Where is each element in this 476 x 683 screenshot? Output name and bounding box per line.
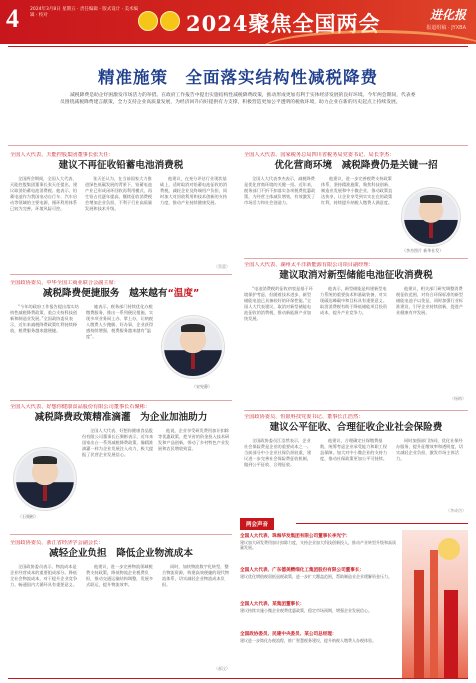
article-li-jie (244, 152, 468, 252)
voice-item: 全国政协委员、民建中央委员、某公司总经理： 建议进一步简化办税流程，推广智慧税务建设，提升纳税人缴费人办税体验。 (240, 632, 376, 643)
divider (10, 534, 232, 535)
page-header (0, 0, 476, 44)
national-emblem-icon (138, 11, 158, 31)
article-kicker: 全国人大代表、天能控股集团董事长张天任： (10, 152, 114, 158)
byline: （杨梅） (450, 396, 466, 401)
page-number: 4 (6, 4, 19, 33)
article-column: 全国政协委员表示，物流成本是企业经营成本的重要组成部分。降低全社会物流成本，对于提升企业竞争力、畅通国内大循环具有重要意义。 (10, 564, 78, 587)
article-shi-jubin (10, 404, 232, 528)
article-column: 他建议，进一步完善税费支持政策体系，坚持精准施策，聚焦科技创新、制造业发展和中小微企业，推动政策直达快享，让企业享受到实实在在的政策红利，持续提升纳税人缴费人满意度。 (321, 176, 393, 205)
article-title: 建议公平征收、合理征收企业社会保险费 (269, 422, 443, 433)
article-title: 优化营商环境 减税降费仍是关键一招 (274, 160, 438, 171)
photo-caption: （李杰图片 新华社发） (402, 248, 444, 253)
article-column: 全国人大代表、好想你健康食品股份有限公司董事长石聚彬表示，近年来国家出台一系列减税降费政策，像精准滴灌一样为企业发展注入动力，极大提振了民营企业发展信心。 (82, 428, 154, 457)
article-column: 她表示，税务部门持续优化办税缴费服务，推出一系列便民措施，实现多项业务网上办、掌上办，让纳税人缴费人少跑腿、好办事，企业获得感持续增强，税费服务越来越有“温度”。 (86, 304, 154, 339)
article-kicker: 全国人大代表、国家税务总局四川省税务局党委书记、局长李杰： (244, 152, 395, 158)
article-column: “电池消费税的征收初衷是基于环境保护考虑，但随着技术进步，新型储能电池已具备较好的环保性能。”全国人大代表建议，取消对新型储能电池征收的消费税，推动新能源产业加快发展。 (244, 286, 313, 321)
divider (10, 400, 232, 401)
article-title: 减税降费政策精准滴灌 为企业加油助力 (34, 412, 208, 423)
article-column: 他建议，进一步完善物流领域税费支持政策，降低物流企业税费负担，推动交通运输结构调整，发展多式联运，提升物流效率。 (86, 564, 154, 587)
article-kicker: 全国人大代表、湖州太平洋新能源有限公司项目副经理： (244, 262, 374, 268)
article-column: 他建议，在充分评估行业现状基础上，适时取消对铅蓄电池征收的消费税，减轻企业及终端用户负担，同时加大对回收利用和技术创新的支持力度，推动产业持续健康发展。 (160, 176, 228, 205)
voice-item: 全国人大代表、广东德美精细化工集团股份有限公司董事长： 建议优化增值税留抵退税政策，进一步扩大覆盖范围，帮助制造业企业缓解资金压力。 (240, 568, 392, 579)
footer-rule (8, 678, 468, 679)
section-title: 2024聚焦全国两会 (186, 11, 381, 36)
article-column: 他表示，新型储能是构建新型电力系统的重要技术和基础装备，对实现碳达峰碳中和目标具有重要意义。取消消费税有助于降低储能项目投资成本，提升产业竞争力。 (320, 286, 388, 315)
article-kicker: 全国政协委员、中华全国工商业联合会副主席： (10, 280, 119, 286)
divider (244, 258, 468, 259)
header-rule (8, 46, 468, 47)
cppcc-emblem-icon (160, 11, 180, 31)
article-logistics-cost (10, 540, 232, 676)
portrait-photo (402, 188, 460, 246)
article-title: 减轻企业负担 降低企业物流成本 (49, 548, 193, 559)
dateline: 2024年3月8日 星期五 · 责任编辑 · 版式设计 · 美术编辑 · 校对 (30, 7, 138, 18)
article-column: 同时，加快物流数字化转型，整合物流资源，构建高效便捷的现代物流体系，切实减轻企业物流成本负担。 (162, 564, 230, 587)
voice-item: 全国人大代表、某集团董事长： 建议持续实施小微企业税费优惠政策，稳定市场预期，增强企业发展信心。 (240, 602, 372, 613)
article-title: 建议不再征收铅蓄电池消费税 (58, 160, 184, 171)
byline: （蔡蕾） (214, 264, 230, 269)
article-column: 同时加强部门协同，优化社保经办服务，提升征缴效率和透明度，切实减轻企业负担，激发市场主体活力。 (396, 438, 464, 461)
article-tax-service (10, 280, 232, 396)
article-kicker: 全国人大代表、好想你健康食品股份有限公司董事长石聚彬： (10, 404, 151, 410)
voice-item: 全国人大代表、珠海华发集团有限公司董事长李光宁： 建议加大研发费用加计扣除力度，支持企业加大科技创新投入，推动产业转型升级和高质量发展。 (240, 534, 396, 551)
divider (244, 410, 468, 411)
lead-headline: 精准施策 全面落实结构性减税降费 (98, 68, 378, 87)
article-storage-battery (244, 262, 468, 404)
photo-caption: （宋宪静） (192, 384, 212, 389)
article-column: 他说，企业享受研发费用加计扣除等优惠政策，把节省的资金投入技术研发和产品创新，带动了乡村特色产业发展和农民增收致富。 (158, 428, 230, 451)
article-column: 他建议，合理确定社保缴费基数，统筹考虑企业承受能力和职工权益保障，加大对中小微企业的支持力度，推动社保政策更加公平可持续。 (320, 438, 388, 461)
newspaper-logo-sub: 报道组稿 · JYXBA (426, 25, 466, 31)
article-column: 全国政协委员江浩然表示，企业社会保险费是企业的重要成本之一。当前部分中小企业社保负担较重，建议进一步完善社会保险费征收机制，做到公平征收、合理征收。 (244, 438, 312, 467)
lead-paragraph: 减税降费是助企纾困激发市场活力的举措。在政府工作报告中提出实施结构性减税降费政策，推动形成更加有利于实体经济发展的良好环境。今年两会期间，代表委员围绕减税降费建言献策，全力支持企业高质量发展，为经济回升向好提供有力支撑，积极营造更加公平透明的税收环境，助力企业在新的历史起点上持续发展。 (60, 93, 416, 105)
article-column: 全国两会期间，全国人大代表、天能控股集团董事长张天任提出，建议取消铅蓄电池消费税。他表示，铅蓄电池作为我国电动自行车、汽车启动等领域的主要电源，循环利用体系已较为完善，环境风险可控。 (10, 176, 78, 211)
divider (10, 274, 232, 275)
two-sessions-voices-box (240, 518, 468, 678)
article-zhang-tianren (10, 152, 232, 270)
newspaper-logo: 进化报 (429, 8, 466, 22)
decorative-illustration (402, 530, 468, 678)
article-column: “今年的政府工作报告提出落实结构性减税降费政策，重点支持科技创新和制造业发展。”全国政协委员表示，近年来减税降费政策红利持续释放，税费服务越来越便捷。 (10, 304, 79, 333)
voices-tag: 两会声音 (240, 518, 274, 530)
article-column: 张天任认为，在当前国家大力推进绿色低碳发展的背景下，铅蓄电池产业已形成闭环回收再利用模式，再生铅占比逐年提高，继续征收消费税会增加企业负担，不利于行业高质量发展和技术升级。 (85, 176, 153, 211)
article-kicker: 全国政协委员、浙江省经济学会副会长： (10, 540, 104, 546)
portrait-photo (162, 316, 224, 378)
article-title: 建议取消对新型储能电池征收消费税 (279, 270, 433, 281)
article-kicker: 全国政协委员、恒银科技党委书记、董事长江浩然： (244, 414, 364, 420)
byline: （郝汶） (214, 666, 230, 671)
divider (8, 145, 468, 146)
article-column: 他建议，相关部门研究调整消费税征收范围，对符合环保标准的新型储能电池予以免征，同时加强行业标准建设，引导企业持续创新，促进产业健康有序发展。 (396, 286, 464, 315)
article-title: 减税降费便捷服务 越来越有“温度” (42, 288, 200, 299)
article-column: 全国人大代表李杰表示，减税降费是优化营商环境的关键一招。近年来，税务部门不折不扣落实各项税费优惠政策，为经营主体减负增效，有效激发了市场活力和社会创造力。 (244, 176, 316, 205)
article-social-insurance (244, 414, 468, 514)
byline: （李成功） (446, 508, 466, 513)
photo-caption: （石聚彬） (18, 514, 38, 519)
